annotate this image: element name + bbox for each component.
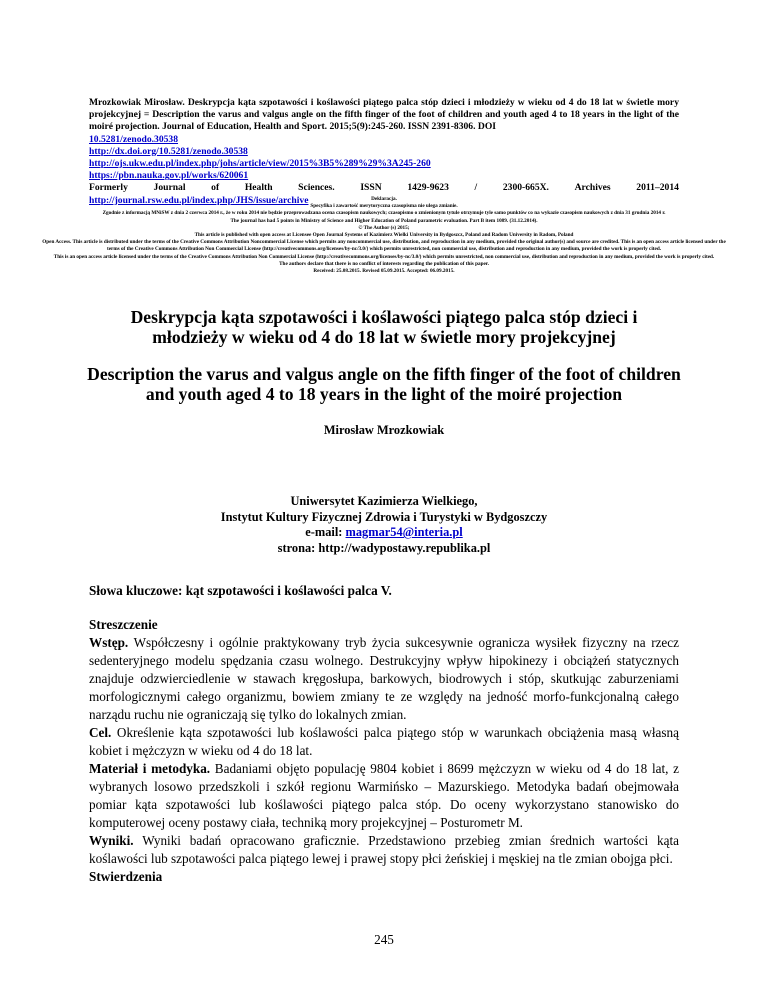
results-text: Wyniki badań opracowano graficznie. Przedstawiono przebieg zmian średnich wartości kąta koślawości lub szpotawości palca piątego lewej i prawej stopy płci żeńskiej i męskiej na tle zmian obojga płci. bbox=[89, 833, 679, 866]
declaration-line: The journal has had 5 points in Ministry of Science and Higher Education of Poland parametric evaluation. Part B item 1089. (31.12.2014). bbox=[230, 217, 538, 224]
affiliation-university: Uniwersytet Kazimierza Wielkiego, bbox=[290, 494, 478, 508]
abstract-aim bbox=[89, 724, 679, 760]
formerly-word: ISSN bbox=[360, 182, 382, 194]
declaration-line: The authors declare that there is no conflict of interests regarding the publication of this paper. bbox=[279, 260, 489, 267]
doi-url-link[interactable]: http://dx.doi.org/10.5281/zenodo.30538 bbox=[89, 145, 248, 157]
methods-label: Materiał i metodyka. bbox=[89, 761, 211, 776]
citation-block bbox=[89, 97, 679, 207]
author-name: Mirosław Mrozkowiak bbox=[323, 423, 445, 437]
affiliation-email-line bbox=[120, 525, 648, 541]
conclusions-label: Stwierdzenia bbox=[89, 869, 163, 884]
formerly-word: Formerly bbox=[89, 182, 128, 194]
email-link[interactable]: magmar54@interia.pl bbox=[345, 525, 463, 540]
formerly-word: Archives bbox=[574, 182, 611, 194]
methods-text: Badaniami objęto populację 9804 kobiet i 8699 mężczyzn w wieku od 4 do 18 lat, z wybranych losowo przedszkoli i szkół regionu Warmińsko – Mazurskiego. Metodyka badań obejmowała pomiar kąta szpotawości lub koślawości piątego palca stóp. Do oceny wykorzystano stanowisko do komputerowej oceny postawy ciała, techniką mory projekcyjnej – Posturometr M. bbox=[89, 761, 679, 830]
formerly-word: 2300-665X. bbox=[502, 182, 549, 194]
formerly-word: Sciences. bbox=[298, 182, 335, 194]
declaration-line: Specyfika i zawartość merytoryczna czasopisma nie ulega zmianie. bbox=[310, 203, 458, 210]
title-polish: Deskrypcja kąta szpotawości i koślawości piątego palca stóp dzieci i młodzieży w wieku od 4 do 18 lat w świetle mory projekcyjnej bbox=[130, 307, 638, 347]
email-label: e-mail: bbox=[305, 525, 346, 540]
aim-text: Określenie kąta szpotawości lub koślawości palca piątego stóp w warunkach obciążenia masą własną kobiet i mężczyzn w wieku od 4 do 18 lat. bbox=[89, 725, 679, 758]
abstract-block bbox=[89, 616, 679, 886]
formerly-word: Health bbox=[244, 182, 273, 194]
formerly-word: Journal bbox=[153, 182, 186, 194]
keywords: Słowa kluczowe: kąt szpotawości i koślawości palca V. bbox=[89, 583, 392, 598]
doi-link[interactable]: 10.5281/zenodo.30538 bbox=[89, 133, 179, 145]
affiliation-website: strona: http://wadypostawy.republika.pl bbox=[277, 540, 491, 555]
declaration-line: This is an open access article licensed under the terms of the Creative Commons Attribution Non Commercial License (http://creativecommons.org/licenses/by-nc/3.0/) which permits unrestricted, non commercial use, distribution and reproduction in any medium, provided the work is properly cited. bbox=[53, 253, 715, 260]
declaration-block bbox=[40, 196, 728, 275]
intro-text: Współczesny i ogólnie praktykowany tryb życia sukcesywnie ogranicza wysiłek fizyczny na rzecz sedenteryjnego modelu spędzania czasu wolnego. Destrukcyjny wpływ hipokinezy i obciążeń statycznych znajduje odzwierciedlenie w stawach kręgosłupa, barkowych, biodrowych i stóp, skutkując zaburzeniami morfologicznymi całego organizmu, bowiem zmiany te ze względy na jedność morfo-funkcjonalną całego narządu ruchu nie ograniczają się tylko do lokalnych zmian. bbox=[89, 635, 679, 722]
citation-text: Mrozkowiak Mirosław. Deskrypcja kąta szpotawości i koślawości piątego palca stóp dzieci i młodzieży w wieku od 4 do 18 lat w świetle mory projekcyjnej = Description the varus and valgus angle on the fifth finger of the foot of children and youth aged 4 to 18 years in the light of the moiré projection. Journal of Education, Health and Sport. 2015;5(9):245-260. ISSN 2391-8306. DOI bbox=[89, 97, 679, 133]
intro-label: Wstęp. bbox=[89, 635, 129, 650]
declaration-line: This article is published with open access at Licensee Open Journal Systems of Kazimierz Wielki University in Bydgoszcz, Poland and Radom University in Radom, Poland bbox=[194, 232, 574, 239]
aim-label: Cel. bbox=[89, 725, 112, 740]
formerly-word: 1429-9623 bbox=[407, 182, 449, 194]
affiliation-institute: Instytut Kultury Fizycznej Zdrowia i Turystyki w Bydgoszczy bbox=[220, 509, 548, 524]
pbn-link[interactable]: https://pbn.nauka.gov.pl/works/620061 bbox=[89, 170, 249, 182]
affiliation-block bbox=[120, 494, 648, 556]
page-number: 245 bbox=[374, 932, 394, 947]
title-english: Description the varus and valgus angle on the fifth finger of the foot of children and youth aged 4 to 18 years in the light of the moiré projection bbox=[87, 364, 681, 404]
results-label: Wyniki. bbox=[89, 833, 134, 848]
declaration-line: Deklaracja. bbox=[371, 196, 397, 202]
declaration-line: Zgodnie z informacją MNiSW z dnia 2 czerwca 2014 r., że w roku 2014 nie będzie przeprowadzana ocena czasopism naukowych; czasopismo o zmienionym tytule otrzymuje tyle samo punktów co na wykazie czasopism naukowych z dnia 31 grudnia 2014 r. bbox=[102, 210, 666, 217]
abstract-methods bbox=[89, 760, 679, 832]
declaration-line: © The Author (s) 2015; bbox=[358, 224, 410, 231]
declaration-line: Open Access. This article is distributed under the terms of the Creative Commons Attribution Noncommercial License which permits any noncommercial use, distribution, and reproduction in any medium, provided the original author(s) and source are credited. This is an open access article licensed under the terms of the Creative Commons Attribution Non Commercial License (http://creativecommons.org/licenses/by-nc/3.0/) which permits unrestricted, non commercial use, distribution and reproduction in any medium, provided the work is properly cited. bbox=[42, 239, 726, 253]
ojs-article-link[interactable]: http://ojs.ukw.edu.pl/index.php/johs/article/view/2015%3B5%289%29%3A245-260 bbox=[89, 158, 431, 170]
abstract-heading: Streszczenie bbox=[89, 617, 158, 632]
abstract-intro bbox=[89, 634, 679, 724]
formerly-word: / bbox=[474, 182, 478, 194]
formerly-line bbox=[89, 182, 679, 194]
declaration-line: Received: 25.08.2015. Revised 05.09.2015. Accepted: 06.09.2015. bbox=[313, 268, 455, 275]
abstract-results bbox=[89, 832, 679, 868]
archive-link[interactable]: http://journal.rsw.edu.pl/index.php/JHS/issue/archive bbox=[89, 194, 309, 206]
formerly-word: of bbox=[211, 182, 220, 194]
formerly-word: 2011–2014 bbox=[636, 182, 679, 194]
